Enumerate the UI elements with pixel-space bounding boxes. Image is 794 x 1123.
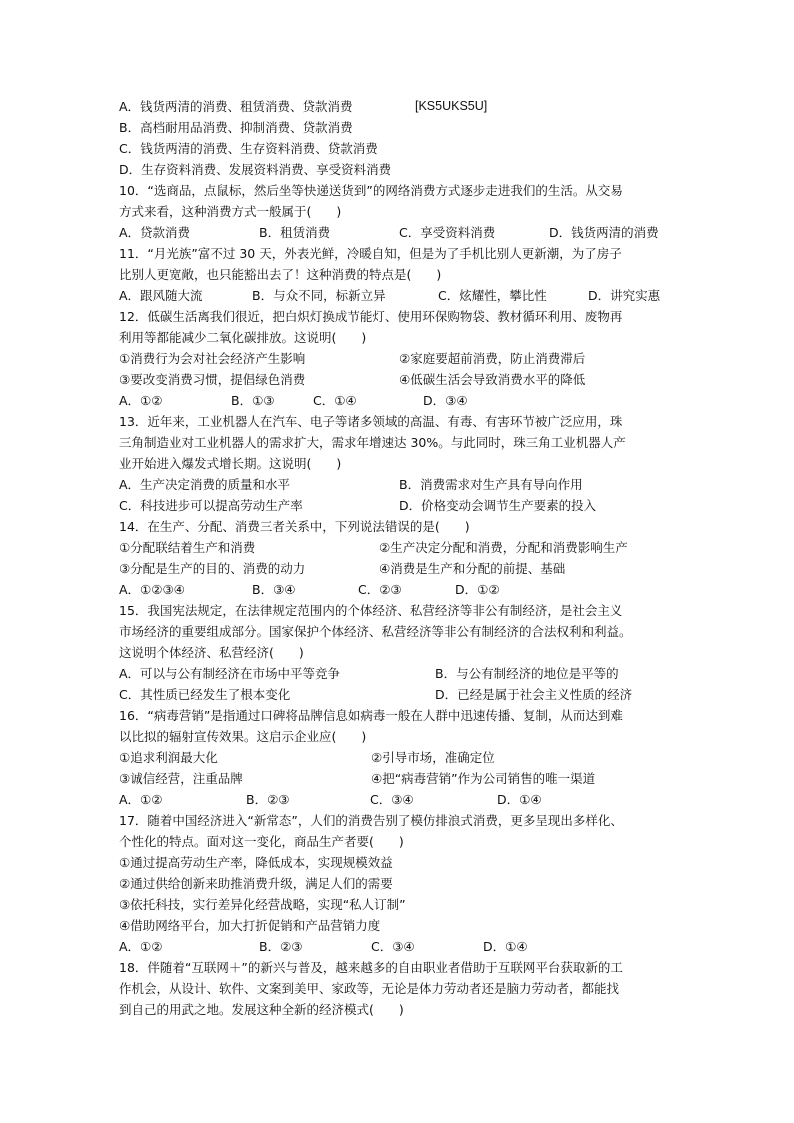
exam-page (119, 96, 689, 1020)
question-12-items-row2 (119, 369, 689, 390)
q11-option-b: B．与众不同，标新立异 (252, 288, 386, 303)
q12-option-b: B．①③ (231, 393, 275, 408)
question-16-items-row2 (119, 768, 689, 789)
q15-option-d: D．已经是属于社会主义性质的经济 (435, 687, 633, 702)
q16-option-b: B．②③ (246, 792, 290, 807)
q11-option-a: A．跟风随大流 (119, 288, 203, 303)
q11-option-d: D．讲究实惠 (588, 288, 661, 303)
question-12-options (119, 390, 689, 411)
question-13-options-row2 (119, 495, 689, 516)
q14-item-3: ③分配是生产的目的、消费的动力 (119, 561, 306, 576)
q16-option-d: D．①④ (497, 792, 542, 807)
q16-option-a: A．①② (119, 792, 163, 807)
question-16-options (119, 789, 689, 810)
q17-item-1: ①通过提高劳动生产率，降低成本，实现规模效益 (119, 855, 393, 870)
option-b: B．高档耐用品消费、抑制消费、贷款消费 (119, 120, 353, 135)
q10-option-b: B．租赁消费 (259, 225, 331, 240)
question-10-stem-cont: 方式来看，这种消费方式一般属于( ) (119, 204, 342, 219)
question-11-stem: 11．“月光族”富不过 30 天，外表光鲜，冷暖自知，但是为了手机比别人更新潮，为了房子 (119, 246, 622, 261)
q16-item-3: ③诚信经营，注重品牌 (119, 771, 243, 786)
q17-item-2: ②通过供给创新来助推消费升级，满足人们的需要 (119, 876, 393, 891)
question-17-stem: 17．随着中国经济进入“新常态”，人们的消费告别了模仿排浪式消费，更多呈现出多样化、 (119, 813, 623, 828)
question-15-options-row2 (119, 684, 689, 705)
q16-option-c: C．③④ (370, 792, 414, 807)
q16-item-4: ④把“病毒营销”作为公司销售的唯一渠道 (371, 771, 596, 786)
question-16-stem-cont: 以比拟的辐射宣传效果。这启示企业应( ) (119, 729, 367, 744)
q17-option-c: C．③④ (371, 939, 415, 954)
q10-option-c: C．享受资料消费 (399, 225, 496, 240)
question-14-items-row2 (119, 558, 689, 579)
question-15-stem: 15．我国宪法规定，在法律规定范围内的个体经济、私营经济等非公有制经济，是社会主义 (119, 603, 623, 618)
q15-option-a: A．可以与公有制经济在市场中平等竞争 (119, 666, 341, 681)
question-15-stem-cont2: 这说明个体经济、私营经济( ) (119, 645, 304, 660)
q16-item-2: ②引导市场，准确定位 (371, 750, 495, 765)
question-11-stem-cont: 比别人更宽敞，也只能豁出去了！这种消费的特点是( ) (119, 267, 442, 282)
question-16-stem: 16．“病毒营销”是指通过口碑将品牌信息如病毒一般在人群中迅速传播、复制，从而达到难 (119, 708, 623, 723)
q17-option-a: A．①② (119, 939, 163, 954)
q16-item-1: ①追求利润最大化 (119, 750, 218, 765)
q14-option-c: C．②③ (358, 582, 402, 597)
q14-item-1: ①分配联结着生产和消费 (119, 540, 256, 555)
q14-item-4: ④消费是生产和分配的前提、基础 (379, 561, 566, 576)
q17-item-4: ④借助网络平台，加大打折促销和产品营销力度 (119, 918, 381, 933)
question-17-stem-cont: 个性化的特点。面对这一变化，商品生产者要( ) (119, 834, 404, 849)
question-13-options-row1 (119, 474, 689, 495)
q12-option-a: A．①② (119, 393, 163, 408)
q12-item-3: ③要改变消费习惯，提倡绿色消费 (119, 372, 306, 387)
q12-item-2: ②家庭要超前消费，防止消费滞后 (399, 351, 586, 366)
q13-option-c: C．科技进步可以提高劳动生产率 (119, 498, 303, 513)
question-18-stem-cont2: 到自己的用武之地。发展这种全新的经济模式( ) (119, 1002, 404, 1017)
q17-option-d: D．①④ (483, 939, 528, 954)
q15-option-b: B．与公有制经济的地位是平等的 (435, 666, 619, 681)
q17-option-b: B．②③ (259, 939, 303, 954)
question-10-stem: 10．“选商品，点鼠标，然后坐等快递送货到”的网络消费方式逐步走进我们的生活。从交易 (119, 183, 623, 198)
q14-item-2: ②生产决定分配和消费，分配和消费影响生产 (379, 540, 628, 555)
option-a-line (119, 96, 689, 117)
question-10-options (119, 222, 689, 243)
q10-option-a: A．贷款消费 (119, 225, 191, 240)
question-18-stem: 18．伴随着“互联网＋”的新兴与普及，越来越多的自由职业者借助于互联网平台获取新的工 (119, 960, 623, 975)
question-15-stem-cont: 市场经济的重要组成部分。国家保护个体经济、私营经济等非公有制经济的合法权利和利益。 (119, 624, 632, 639)
question-16-items-row1 (119, 747, 689, 768)
question-17-options (119, 936, 689, 957)
question-15-options-row1 (119, 663, 689, 684)
question-18-stem-cont: 作机会，从设计、软件、文案到美甲、家政等，无论是体力劳动者还是脑力劳动者，都能找 (119, 981, 620, 996)
question-12-stem-cont: 利用等都能减少二氧化碳排放。这说明( ) (119, 330, 367, 345)
q14-option-d: D．①② (455, 582, 500, 597)
question-14-items-row1 (119, 537, 689, 558)
q13-option-b: B．消费需求对生产具有导向作用 (399, 477, 583, 492)
q14-option-b: B．③④ (252, 582, 296, 597)
question-13-stem-cont2: 业开始进入爆发式增长期。这说明( ) (119, 456, 342, 471)
q12-item-1: ①消费行为会对社会经济产生影响 (119, 351, 306, 366)
q17-item-3: ③依托科技，实行差异化经营战略，实现“私人订制” (119, 897, 406, 912)
option-c: C．钱货两清的消费、生存资料消费、贷款消费 (119, 141, 378, 156)
q13-option-a: A．生产决定消费的质量和水平 (119, 477, 291, 492)
question-12-stem: 12．低碳生活离我们很近，把白炽灯换成节能灯、使用环保购物袋、教材循环利用、废物再 (119, 309, 623, 324)
q11-option-c: C．炫耀性，攀比性 (438, 288, 547, 303)
q15-option-c: C．其性质已经发生了根本变化 (119, 687, 291, 702)
q14-option-a: A．①②③④ (119, 582, 185, 597)
q12-option-c: C．①④ (313, 393, 357, 408)
question-11-options (119, 285, 689, 306)
question-13-stem: 13．近年来，工业机器人在汽车、电子等诸多领域的高温、有毒、有害环节被广泛应用，珠 (119, 414, 623, 429)
option-d: D．生存资料消费、发展资料消费、享受资料消费 (119, 162, 392, 177)
option-a: A．钱货两清的消费、租赁消费、贷款消费 (119, 99, 353, 114)
question-12-items-row1 (119, 348, 689, 369)
q13-option-d: D．价格变动会调节生产要素的投入 (399, 498, 597, 513)
question-13-stem-cont: 三角制造业对工业机器人的需求扩大，需求年增速达 30%。与此同时，珠三角工业机器人产 (119, 435, 626, 450)
question-14-stem: 14．在生产、分配、消费三者关系中，下列说法错误的是( ) (119, 519, 470, 534)
q12-option-d: D．③④ (423, 393, 468, 408)
question-14-options (119, 579, 689, 600)
source-tag: [KS5UKS5U] (415, 99, 488, 113)
q10-option-d: D．钱货两清的消费 (549, 225, 659, 240)
q12-item-4: ④低碳生活会导致消费水平的降低 (399, 372, 586, 387)
